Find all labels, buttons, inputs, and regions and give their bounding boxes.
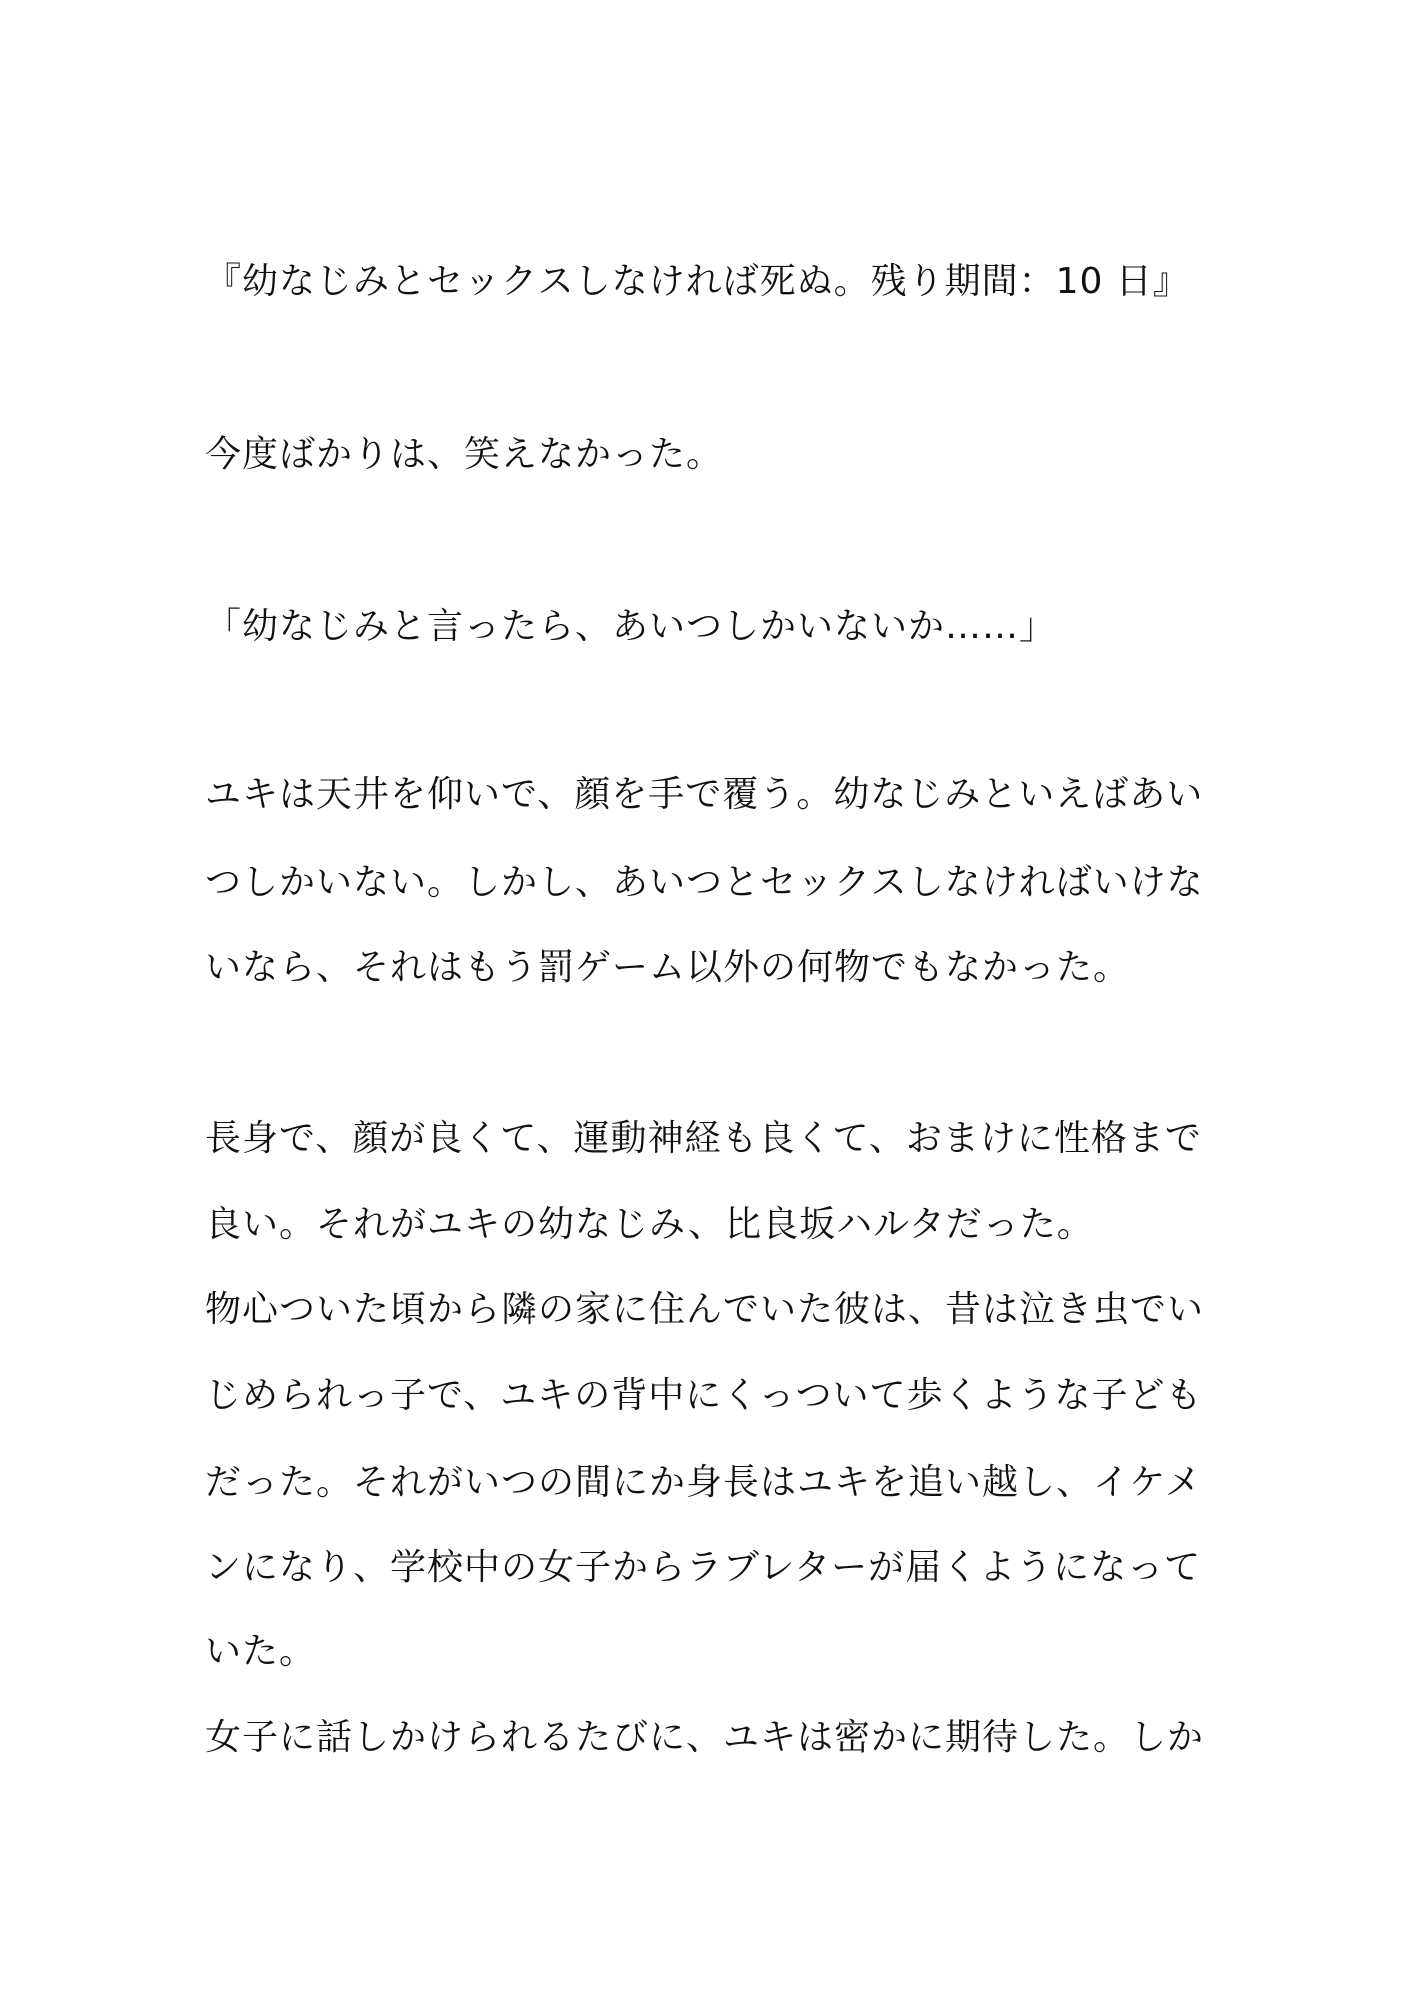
text-line: 「幼なじみと言ったら、あいつしかいないか……」 <box>205 606 1057 647</box>
text-line: 女子に話しかけられるたびに、ユキは密かに期待した。しか <box>205 1717 1205 1758</box>
text-line: つしかいない。しかし、あいつとセックスしなければいけな <box>205 862 1204 903</box>
text-line: じめられっ子で、ユキの背中にくっついて歩くような子ども <box>205 1375 1203 1416</box>
text-line: 今度ばかりは、笑えなかった。 <box>205 434 724 475</box>
text-line: 良い。それがユキの幼なじみ、比良坂ハルタだった。 <box>205 1204 1094 1245</box>
text-line: 長身で、顔が良くて、運動神経も良くて、おまけに性格まで <box>205 1118 1202 1159</box>
text-line: いなら、それはもう罰ゲーム以外の何物でもなかった。 <box>205 947 1131 988</box>
text-line: だった。それがいつの間にか身長はユキを追い越し、イケメ <box>205 1462 1202 1503</box>
text-line: 『幼なじみとセックスしなければ死ぬ。残り期間：10 日』 <box>205 261 1190 302</box>
text-line: いた。 <box>205 1631 317 1672</box>
text-line: 物心ついた頃から隣の家に住んでいた彼は、昔は泣き虫でい <box>205 1289 1205 1330</box>
text-line: ンになり、学校中の女子からラブレターが届くようになって <box>205 1547 1202 1588</box>
text-line: ユキは天井を仰いで、顔を手で覆う。幼なじみといえばあい <box>205 774 1204 815</box>
